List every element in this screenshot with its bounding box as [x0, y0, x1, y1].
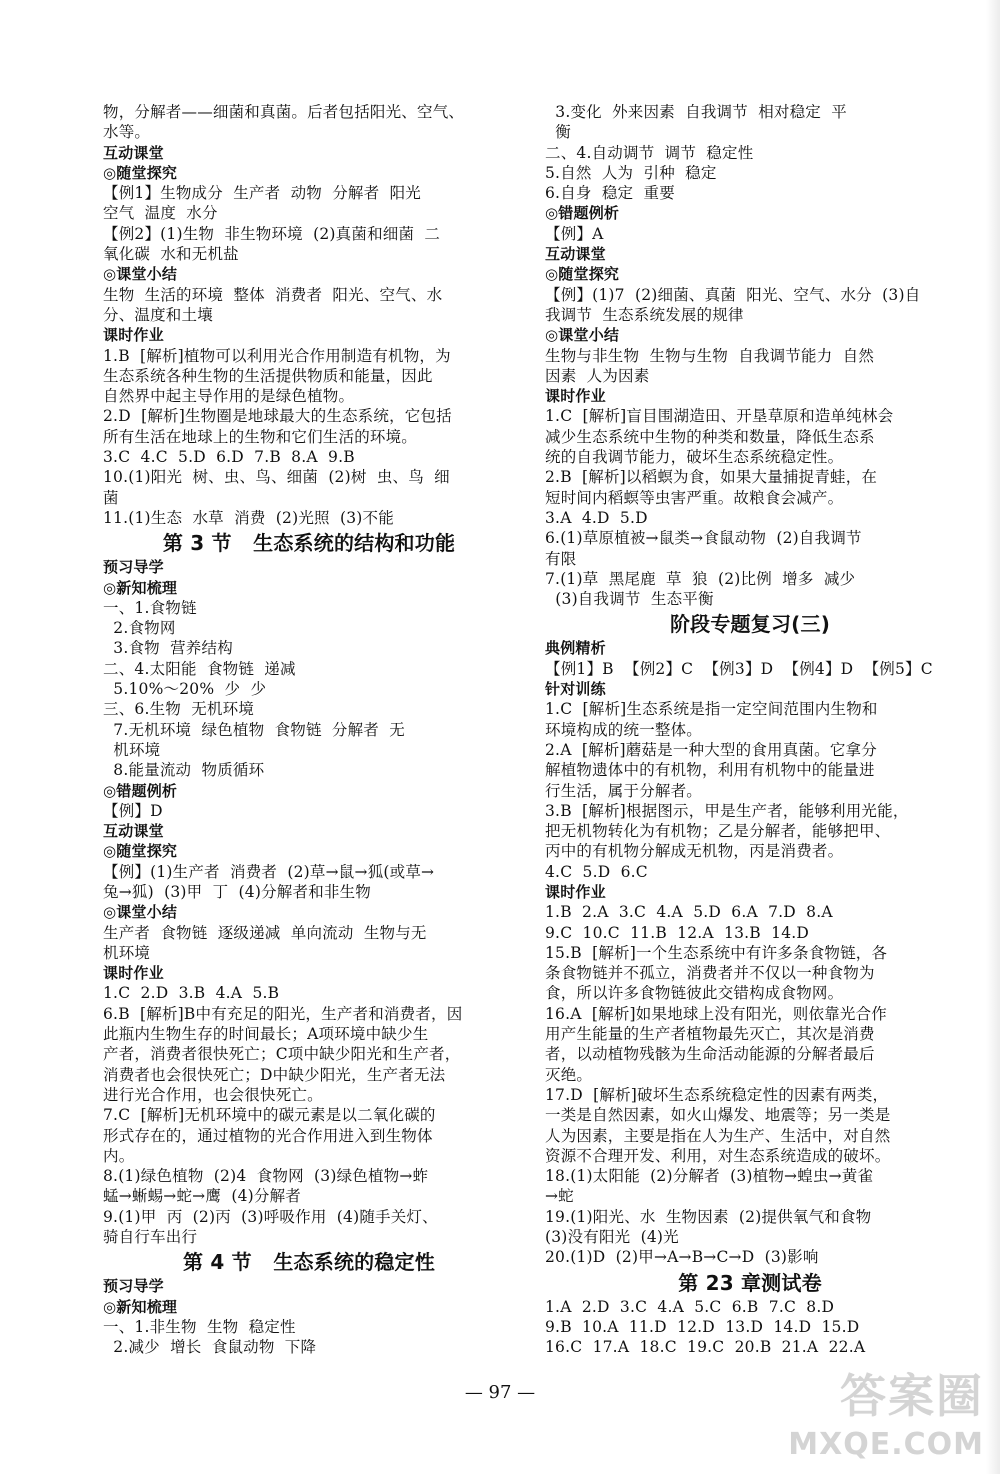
subsection-label: ◎随堂探究	[103, 842, 178, 861]
answer-line: 9.B 10.A 11.D 12.D 13.D 14.D 15.D	[545, 1317, 860, 1336]
answer-line: 【例】A	[545, 224, 604, 243]
answer-line: 4.C 5.D 6.C	[545, 862, 648, 881]
right-column	[545, 102, 955, 1358]
answer-line: 3.A 4.D 5.D	[545, 508, 648, 527]
section-heading: 第 23 章测试卷	[678, 1270, 822, 1295]
answer-line: 食，所以许多食物链彼此交错构成食物网。	[545, 984, 844, 1003]
answer-line: 【例2】(1)生物 非生物环境 (2)真菌和细菌 二	[103, 224, 441, 243]
answer-line: 机环境	[103, 740, 161, 759]
answer-line: 形式存在的，通过植物的光合作用进入到生物体	[103, 1126, 433, 1145]
subsection-label: ◎课堂小结	[103, 265, 178, 284]
answer-line: 兔→狐) (3)甲 丁 (4)分解者和非生物	[103, 882, 372, 901]
answer-line: 空气 温度 水分	[103, 204, 218, 223]
answer-line: 2.D [解析]生物圈是地球最大的生态系统，它包括	[103, 407, 452, 426]
answer-line: 【例1】B 【例2】C 【例3】D 【例4】D 【例5】C	[545, 659, 933, 678]
answer-line: 2.减少 增长 食鼠动物 下降	[103, 1338, 317, 1357]
answer-line: 二、4.太阳能 食物链 递减	[103, 659, 296, 678]
left-column	[103, 102, 515, 1358]
answer-line: 3.C 4.C 5.D 6.D 7.B 8.A 9.B	[103, 448, 355, 467]
page-number: — 97 —	[464, 1382, 536, 1403]
answer-line: 我调节 生态系统发展的规律	[545, 305, 744, 324]
subsection-label: ◎课堂小结	[103, 903, 178, 922]
subsection-label: 互动课堂	[103, 143, 164, 162]
answer-line: 3.B [解析]根据图示，甲是生产者，能够利用光能，	[545, 801, 909, 820]
answer-line: 生态系统各种生物的生活提供物质和能量，因此	[103, 366, 433, 385]
subsection-label: 预习导学	[103, 558, 164, 577]
answer-line: 【例】(1)生产者 消费者 (2)草→鼠→狐(或草→	[103, 862, 435, 881]
subsection-label: 课时作业	[103, 326, 164, 345]
watermark-url: MXQE.COM	[788, 1427, 984, 1462]
answer-line: 骑自行车出行	[103, 1228, 198, 1247]
subsection-label: 预习导学	[103, 1277, 164, 1296]
answer-line: 19.(1)阳光、水 生物因素 (2)提供氧气和食物	[545, 1207, 872, 1226]
answer-line: 7.(1)草 黑尾鹿 草 狼 (2)比例 增多 减少	[545, 569, 856, 588]
answer-line: 10.(1)阳光 树、虫、鸟、细菌 (2)树 虫、鸟 细	[103, 468, 450, 487]
answer-line: 因素 人为因素	[545, 366, 650, 385]
answer-line: 把无机物转化为有机物；乙是分解者，能够把甲、	[545, 822, 891, 841]
answer-line: 菌	[103, 488, 119, 507]
answer-line: 生物与非生物 生物与生物 自我调节能力 自然	[545, 346, 875, 365]
subsection-label: ◎随堂探究	[545, 265, 620, 284]
answer-line: 7.C [解析]无机环境中的碳元素是以二氧化碳的	[103, 1106, 436, 1125]
answer-line: 1.B [解析]植物可以利用光合作用制造有机物，为	[103, 346, 451, 365]
answer-line: 此瓶内生物生存的时间最长；A项环境中缺少生	[103, 1025, 429, 1044]
answer-line: 生物 生活的环境 整体 消费者 阳光、空气、水	[103, 285, 443, 304]
answer-line: 6.自身 稳定 重要	[545, 184, 675, 203]
watermark-logo	[750, 1356, 990, 1466]
answer-line: 短时间内稻螟等虫害严重。故粮食会减产。	[545, 488, 844, 507]
answer-line: →蛇	[545, 1187, 574, 1206]
answer-line: 1.C [解析]生态系统是指一定空间范围内生物和	[545, 700, 878, 719]
answer-line: 产者，消费者很快死亡；C项中缺少阳光和生产者，	[103, 1045, 461, 1064]
answer-line: (3)自我调节 生态平衡	[545, 590, 714, 609]
answer-line: 一、1.食物链	[103, 598, 197, 617]
subsection-label: ◎错题例析	[103, 781, 178, 800]
scan-edge-shadow	[986, 0, 1000, 1474]
answer-line: 6.(1)草原植被→鼠类→食鼠动物 (2)自我调节	[545, 529, 862, 548]
subsection-label: 课时作业	[545, 387, 606, 406]
answer-line: 7.无机环境 绿色植物 食物链 分解者 无	[103, 720, 405, 739]
answer-line: 一类是自然因素，如火山爆发、地震等；另一类是	[545, 1106, 891, 1125]
answer-line: 8.能量流动 物质循环	[103, 761, 265, 780]
answer-line: 【例】D	[103, 801, 163, 820]
answer-line: 所有生活在地球上的生物和它们生活的环境。	[103, 427, 418, 446]
section-heading: 阶段专题复习(三)	[669, 612, 831, 637]
answer-line: 人为因素，主要是指在人为生产、生活中，对自然	[545, 1126, 891, 1145]
answer-line: 三、6.生物 无机环境	[103, 700, 255, 719]
answer-line: 1.C 2.D 3.B 4.A 5.B	[103, 984, 280, 1003]
answer-line: 消费者也会很快死亡；D中缺少阳光，生产者无法	[103, 1065, 446, 1084]
answer-line: 统的自我调节能力，破坏生态系统稳定性。	[545, 448, 844, 467]
answer-line: 17.D [解析]破坏生态系统稳定性的因素有两类，	[545, 1085, 889, 1104]
answer-line: 自然界中起主导作用的是绿色植物。	[103, 387, 355, 406]
answer-line: 解植物遗体中的有机物，利用有机物中的能量进	[545, 761, 875, 780]
answer-line: 用产生能量的生产者植物最先灭亡，其次是消费	[545, 1025, 875, 1044]
answer-line: 8.(1)绿色植物 (2)4 食物网 (3)绿色植物→蚱	[103, 1167, 429, 1186]
answer-line: 【例1】生物成分 生产者 动物 分解者 阳光	[103, 184, 421, 203]
answer-line: 16.C 17.A 18.C 19.C 20.B 21.A 22.A	[545, 1338, 866, 1357]
answer-line: 3.变化 外来因素 自我调节 相对稳定 平	[545, 103, 847, 121]
subsection-label: 针对训练	[545, 680, 606, 699]
answer-line: 2.A [解析]蘑菇是一种大型的食用真菌。它拿分	[545, 740, 877, 759]
answer-line: 资源不合理开发、利用，对生态系统造成的破坏。	[545, 1146, 891, 1165]
answer-line: 9.C 10.C 11.B 12.A 13.B 14.D	[545, 923, 810, 942]
answer-line: 环境构成的统一整体。	[545, 720, 703, 739]
watermark-logo-text: 答案圈	[840, 1369, 984, 1423]
answer-line: 水等。	[103, 123, 151, 142]
subsection-label: ◎新知梳理	[103, 1297, 178, 1316]
answer-line: 【例】(1)7 (2)细菌、真菌 阳光、空气、水分 (3)自	[545, 285, 921, 304]
answer-line: 灭绝。	[545, 1065, 593, 1084]
subsection-label: ◎错题例析	[545, 204, 620, 223]
answer-line: 蜢→蜥蜴→蛇→鹰 (4)分解者	[103, 1187, 301, 1206]
answer-line: 一、1.非生物 生物 稳定性	[103, 1317, 296, 1336]
subsection-label: 互动课堂	[545, 245, 606, 264]
answer-line: 氧化碳 水和无机盐	[103, 245, 239, 264]
answer-line: 20.(1)D (2)甲→A→B→C→D (3)影响	[545, 1248, 819, 1267]
answer-line: 衡	[545, 123, 571, 142]
answer-line: 内。	[103, 1146, 135, 1165]
answer-line: 丙中的有机物分解成无机物，丙是消费者。	[545, 842, 844, 861]
answer-line: 9.(1)甲 丙 (2)丙 (3)呼吸作用 (4)随手关灯、	[103, 1207, 438, 1226]
section-heading: 第 3 节 生态系统的结构和功能	[162, 531, 456, 556]
answer-line: (3)没有阳光 (4)光	[545, 1228, 679, 1247]
answer-line: 1.A 2.D 3.C 4.A 5.C 6.B 7.C 8.D	[545, 1297, 835, 1316]
answer-line: 分、温度和土壤	[103, 305, 213, 324]
answer-line: 者，以动植物残骸为生命活动能源的分解者最后	[545, 1045, 875, 1064]
answer-line: 生产者 食物链 逐级递减 单向流动 生物与无	[103, 923, 427, 942]
subsection-label: ◎新知梳理	[103, 578, 178, 597]
subsection-label: ◎随堂探究	[103, 163, 178, 182]
answer-line: 3.食物 营养结构	[103, 639, 233, 658]
answer-line: 进行光合作用，也会很快死亡。	[103, 1085, 323, 1104]
answer-line: 5.10%～20% 少 少	[103, 680, 267, 699]
answer-line: 机环境	[103, 943, 151, 962]
answer-line: 减少生态系统中生物的种类和数量，降低生态系	[545, 427, 875, 446]
subsection-label: 典例精析	[545, 639, 606, 658]
answer-line: 2.B [解析]以稻螟为食，如果大量捕捉青蛙，在	[545, 468, 878, 487]
answer-line: 11.(1)生态 水草 消费 (2)光照 (3)不能	[103, 508, 394, 527]
answer-line: 二、4.自动调节 调节 稳定性	[545, 143, 754, 162]
answer-line: 行生活，属于分解者。	[545, 781, 703, 800]
answer-line: 5.自然 人为 引种 稳定	[545, 163, 717, 182]
section-heading: 第 4 节 生态系统的稳定性	[183, 1250, 435, 1275]
answer-line: 6.B [解析]B中有充足的阳光，生产者和消费者，因	[103, 1004, 463, 1023]
subsection-label: 互动课堂	[103, 822, 164, 841]
answer-line: 16.A [解析]如果地球上没有阳光，则依靠光合作	[545, 1004, 887, 1023]
answer-line: 1.B 2.A 3.C 4.A 5.D 6.A 7.D 8.A	[545, 903, 833, 922]
answer-line: 2.食物网	[103, 619, 176, 638]
subsection-label: 课时作业	[545, 882, 606, 901]
answer-line: 1.C [解析]盲目围湖造田、开垦草原和造单纯林会	[545, 407, 894, 426]
subsection-label: ◎课堂小结	[545, 326, 620, 345]
answer-line: 物，分解者——细菌和真菌。后者包括阳光、空气、	[103, 103, 465, 121]
subsection-label: 课时作业	[103, 964, 164, 983]
answer-line: 有限	[545, 549, 577, 568]
answer-line: 15.B [解析]一个生态系统中有许多条食物链，各	[545, 943, 888, 962]
answer-line: 18.(1)太阳能 (2)分解者 (3)植物→蝗虫→黄雀	[545, 1167, 874, 1186]
answer-line: 条食物链并不孤立，消费者并不仅以一种食物为	[545, 964, 875, 983]
